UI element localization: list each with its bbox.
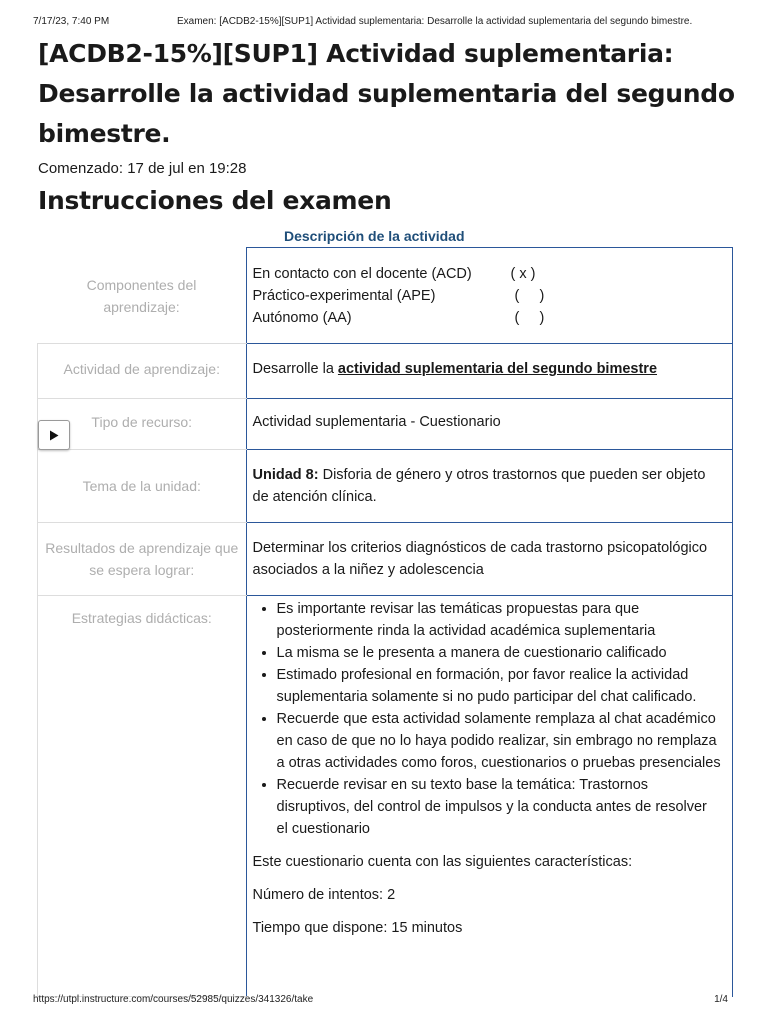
play-button[interactable] (38, 420, 70, 450)
print-url: https://utpl.instructure.com/courses/52985/quizzes/341326/take (33, 994, 314, 1005)
strategies-value (246, 596, 733, 997)
unit-topic-value (246, 450, 733, 523)
unit-topic-text: Disforia de género y otros trastornos que pueden ser objeto de atención clínica. (252, 467, 706, 505)
component-name: Práctico-experimental (APE) (252, 288, 436, 304)
learning-activity-label (38, 344, 247, 399)
table-row (38, 344, 733, 399)
characteristics-intro: Este cuestionario cuenta con las siguientes características: (252, 854, 633, 870)
resource-type-text: Actividad suplementaria - Cuestionario (252, 414, 501, 430)
component-name: Autónomo (AA) (252, 310, 352, 326)
instructions-heading: Instrucciones del examen (38, 186, 392, 215)
list-item: • Recuerde revisar en su texto base la temática: Trastornos disruptivos, del control de impulsos y la conducta antes de resolver el cuestionario (277, 774, 723, 840)
strategies-list (253, 598, 723, 840)
table-row (38, 399, 733, 450)
components-value (246, 248, 733, 344)
print-footer (33, 994, 728, 1005)
learning-activity-value (246, 344, 733, 399)
strategies-label-text: Estrategias didácticas: (71, 610, 212, 626)
outcomes-label-text: Resultados de aprendizaje que se espera lograr: (45, 540, 239, 578)
component-line (253, 307, 723, 329)
learning-activity-label-text: Actividad de aprendizaje: (63, 361, 220, 377)
component-name: En contacto con el docente (ACD) (252, 266, 472, 282)
list-item: • Estimado profesional en formación, por favor realice la actividad suplementaria solamente si no pudo participar del chat calificado. (277, 664, 723, 708)
table-row (38, 596, 733, 997)
time-available: Tiempo que dispone: 15 minutos (252, 920, 463, 936)
component-line (253, 263, 723, 285)
started-timestamp: Comenzado: 17 de jul en 19:28 (38, 160, 247, 177)
outcomes-value (246, 523, 733, 596)
components-label-text: Componentes del aprendizaje: (86, 276, 197, 315)
component-line (253, 285, 723, 307)
list-item: • Es importante revisar las temáticas propuestas para que posteriormente rinda la actividad académica suplementaria (277, 598, 723, 642)
strategies-label (38, 596, 247, 997)
table-row (38, 450, 733, 523)
activity-description-heading: Descripción de la actividad (284, 228, 465, 244)
activity-table (37, 247, 733, 997)
unit-topic-label-text: Tema de la unidad: (82, 478, 201, 494)
page-number: 1/4 (714, 994, 728, 1005)
list-item: • Recuerde que esta actividad solamente remplaza al chat académico en caso de que no lo haya podido realizar, sin embrago no remplaza a otras actividades como foros, cuestionarios o pruebas presenciales (277, 708, 723, 774)
print-datetime: 7/17/23, 7:40 PM (33, 16, 110, 27)
outcomes-text: Determinar los criterios diagnósticos de cada trastorno psicopatológico asociados a la niñez y adolescencia (252, 540, 708, 578)
exam-title: [ACDB2-15%][SUP1] Actividad suplementaria: Desarrolle la actividad suplementaria del segundo bimestre. (38, 39, 735, 148)
unit-topic-label (38, 450, 247, 523)
learning-activity-emphasis: actividad suplementaria del segundo bimestre (337, 361, 658, 377)
component-mark: ( ) (514, 288, 545, 304)
list-item: • La misma se le presenta a manera de cuestionario calificado (277, 642, 723, 664)
resource-type-value (246, 399, 733, 450)
print-doc-title: Examen: [ACDB2-15%][SUP1] Actividad suplementaria: Desarrolle la actividad suplementaria del segundo bimestre. (177, 16, 693, 27)
component-mark: ( x ) (510, 266, 536, 282)
attempts-count: Número de intentos: 2 (252, 887, 396, 903)
play-icon (49, 430, 59, 441)
components-label (38, 248, 247, 344)
learning-activity-prefix: Desarrolle la (252, 361, 338, 377)
table-row (38, 248, 733, 344)
component-mark: ( ) (514, 310, 545, 326)
outcomes-label (38, 523, 247, 596)
unit-topic-prefix: Unidad 8: (252, 467, 319, 483)
table-row (38, 523, 733, 596)
resource-type-label-text: Tipo de recurso: (91, 414, 193, 430)
